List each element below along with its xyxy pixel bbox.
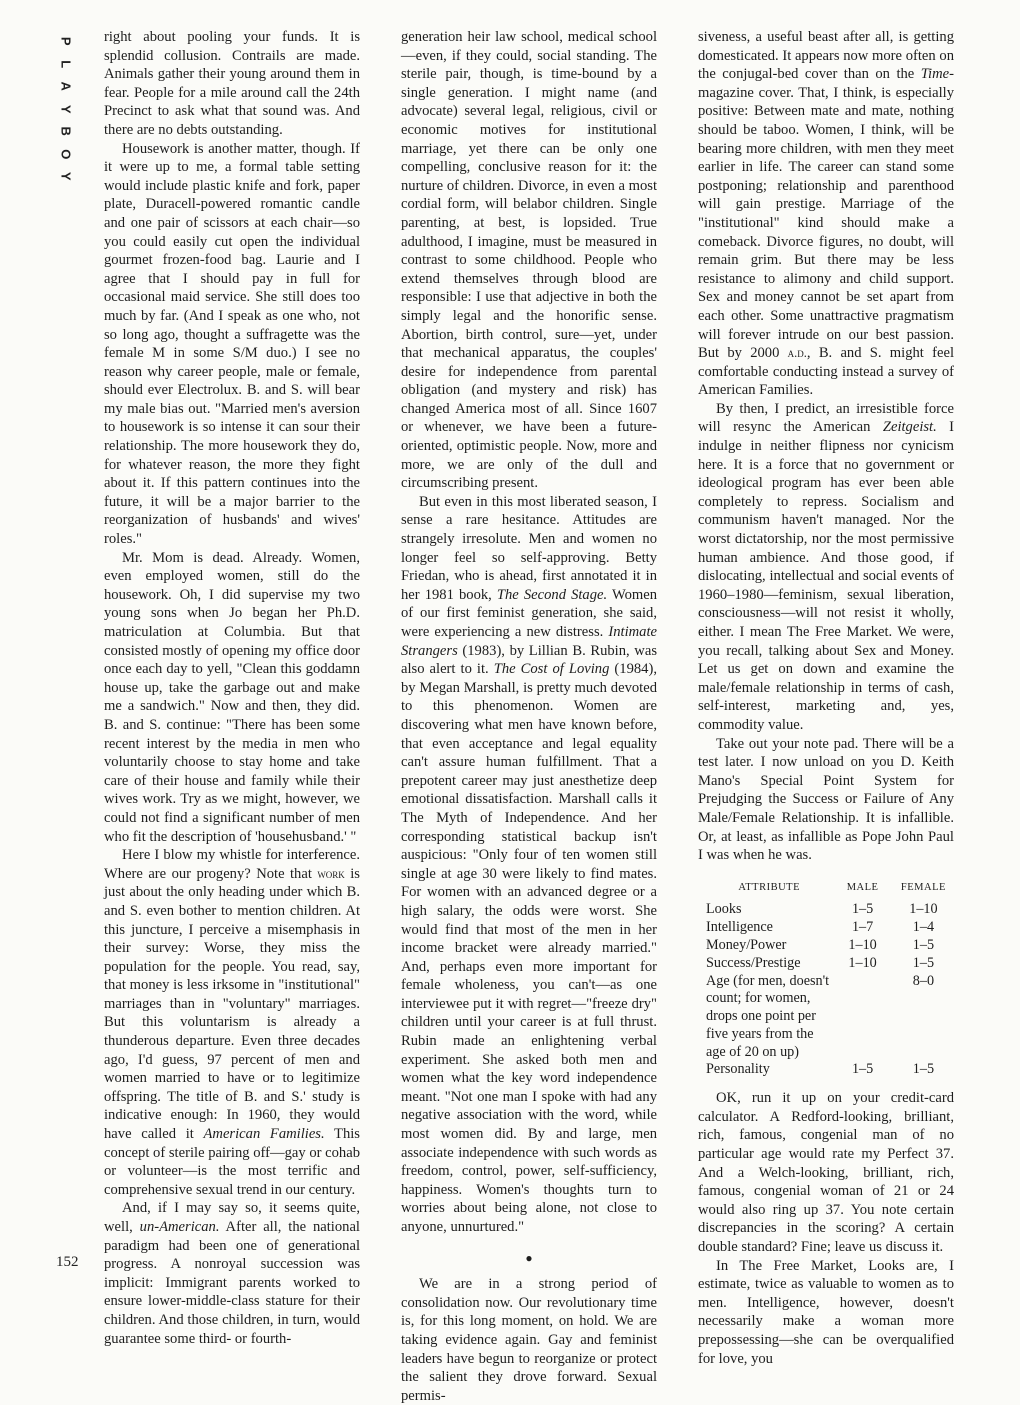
text-run: (1983), by Lillian B. Rubin, was also alert to it. — [401, 642, 657, 678]
text-run: -magazine cover. That, I think, is especially positive: Between mate and mate, nothing should be taboo. Women, I think, will be bearing more children, with men they meet earlier in life. The career can stand some postponing; relationship and parenthood will gain prestige. Marriage of the "institutional" kind should make a comeback. Divorce figures, no doubt, will remain grim. But there may be less resistance to alimony and child support. Sex and money cannot be set apart from each other. Some unattractive pragmatism will forever intrude on our best passion. But by 2000 — [698, 66, 954, 362]
masthead-letter: Y — [58, 171, 74, 181]
paragraph: Mr. Mom is dead. Already. Women, even employed women, still do the housework. Oh, I did supervise my two young sons when Jo began her Ph.D. matriculation at Columbia. But that consisted mostly of opening my office door once each day to yell, "Clean this goddamn house up, take the garbage out and make me a sandwich." Now and then, they did. B. and S. continue: "There has been some recent interest by the media in men who voluntarily choose to stay home and take care of their house and family while their wives work. Try as we might, however, we could not find a significant number of men who fit the description of 'househusband.' " — [104, 549, 360, 845]
male-cell: 1–5 — [851, 1061, 874, 1078]
column-header: FEMALE — [900, 881, 946, 893]
female-cell: 1–5 — [912, 954, 935, 971]
attribute-cell: Intelligence — [706, 919, 773, 936]
male-cell — [832, 973, 893, 1062]
page-number: 152 — [56, 1254, 79, 1270]
table-row — [706, 1061, 954, 1079]
attribute-cell: Success/Prestige — [706, 954, 801, 971]
female-cell: 1–5 — [912, 936, 935, 953]
paragraph: Housework is another matter, though. If it were up to me, a formal table setting would include plastic knife and fork, paper plate, Duracell-powered romantic candle and one pair of scissors at each chair—so you could easily cut open the individual gourmet frozen-food bag. Laurie and I agree that I should pay in full for occasional maid service. She still does too much by far. (And I speak as one who, not so long ago, thought a suffragette was the female M in some S/M duo.) I see no reason why career people, male or female, should ever Electrolux. B. and S. will bear my male bias out. "Married men's aversion to housework is so intense it can sour their relationship. The more housework they do, for whatever reason, the more they fight about it. If this pattern continues into the future, it will be a major barrier to the reorganization of husbands' and wives' roles." — [104, 140, 360, 548]
text-run: By then, I predict, an irresistible force will resync the American — [698, 400, 954, 436]
point-system-table — [706, 879, 954, 1080]
paragraph — [698, 400, 954, 735]
female-cell: 8–0 — [912, 972, 935, 989]
paragraph: right about pooling your funds. It is splendid collusion. Contrails are made. Animals gather their young around them in fear. People for a mile around call the 24th Precinct to ask what that sound was. And there are no debts outstanding. — [104, 29, 360, 138]
paragraph: In The Free Market, Looks are, I estimate, twice as valuable to women as to men. Intelligence, however, doesn't necessarily make a woman more prepossessing—she can be overqualified for love, you — [698, 1257, 954, 1367]
male-cell: 1–7 — [851, 919, 874, 936]
male-cell: 1–10 — [848, 936, 877, 953]
italic-title: The Cost of Loving — [493, 661, 610, 678]
masthead-letter: P — [58, 36, 74, 46]
italic-run: Time — [920, 66, 950, 83]
masthead-letter: O — [58, 148, 74, 159]
text-run: I indulge in neither flipness nor cynicism here. It is a force that no government or ideological program has ever been able completely to repress. Socialism and communism haven't managed. Nor the worst dictatorship, nor the most permissive human ambience. And those good, if dislocating, intellectual and social events of 1960–1980—feminism, sexual liberation, consciousness—will not resist it wholly, either. I mean The Free Market. We were, you recall, talking about Sex and Money. Let us get on down and examine the male/female relationship in terms of cash, self-interest, marketing and, yes, commodity value. — [698, 419, 954, 733]
paragraph: We are in a strong period of consolidation now. Our revolutionary time is, for this long moment, on hold. We are taking evidence again. Gay and feminist leaders have begun to reorganize or protect the salient they drove forward. Sexual permis- — [401, 1276, 657, 1404]
text-run: (1984), by Megan Marshall, is pretty much devoted to this phenomenon. Women are discovering what men have known before, that even acceptance and legal equality can't assure human fulfillment. That a prepotent career may just anesthetize deep emotional dissatisfaction. Marshall calls it The Myth of Independence. And her corresponding statistical backup isn't auspicious: "Only four of ten women still single at age 30 were likely to find mates. For women with an advanced degree or a high salary, the odds were worst. She would find that most of the men in her income bracket were already married." And, perhaps even more important for female wholeness, you can't—as one interviewee put it with regret—"freeze dry" children until your career is at full thrust. Rubin made an enlightening verbal experiment. She asked both men and women what the key word independence meant. "Not one man I spoke with had any negative association with the word, while most women did. By and large, men associate independence with such words as freedom, control, power, self-sufficiency, happiness. Women's thoughts turn to worries about being alone, not close to anyone, unnurtured." — [401, 661, 657, 1235]
italic-run: Zeitgeist. — [882, 419, 937, 436]
text-run: Women of our first feminist generation, she said, were experiencing a new distress. — [401, 586, 657, 640]
attribute-cell: Age (for men, doesn't count; for women, drops one point per five years from the age of 20 on up) — [706, 972, 830, 1060]
text-run: But even in this most liberated season, I sense a rare hesitance. Attitudes are strangely irresolute. Men and women no longer feel so self-approving. Betty Friedan, who is ahead, first annotated it in her 1981 book, — [401, 493, 657, 603]
table-row — [706, 973, 954, 1062]
small-caps-run: work — [317, 866, 345, 881]
italic-title: Intimate Strangers — [401, 624, 657, 659]
section-bullet: ● — [525, 1250, 533, 1265]
male-cell: 1–10 — [848, 954, 877, 971]
text-run: Here I blow my whistle for interference. Where are our progeny? Note that — [104, 847, 360, 882]
paragraph — [698, 28, 954, 400]
paragraph — [104, 1199, 360, 1348]
text-run: After all, the national paradigm had been one of generational progress. A nonroyal succession was implicit: Immigrant parents worked to ensure lower-middle-class stature for their children. And those children, in turn, would guarantee some third- or fourth- — [104, 1219, 360, 1347]
italic-title: The Second Stage. — [496, 586, 608, 603]
text-run: And, if I may say so, it seems quite, well, — [104, 1200, 360, 1235]
table-row — [706, 919, 954, 937]
attribute-cell: Looks — [706, 901, 742, 918]
column-header: MALE — [846, 881, 879, 893]
paragraph: generation heir law school, medical school—even, if they could, social standing. The sterile pair, though, is time-bound by a single generation. I might name (and advocate) several legal, religious, civil or economic motives for institutional marriage, yet there can be only one compelling, conclusive reason for it: the nurture of children. Divorce, in even a most cordial form, will belabor children. Single parenting, at best, is lopsided. True adulthood, I imagine, must be measured in contrast to some childhood. People who extend themselves through blood are responsible: I use that adjective in both the simply legal and the honorific sense. Abortion, birth control, sure—yet, under that mechanical apparatus, the couples' desire for independence from parental obligation (and mystery and risk) has changed America most of all. Since 1607 or whenever, we have been a future-oriented, optimistic people. Now, more and more, we are only of the dull and circumscribing present. — [401, 29, 657, 492]
small-caps-run: a.d. — [787, 346, 807, 361]
italic-title: American Families. — [203, 1126, 325, 1143]
paragraph — [401, 493, 657, 1237]
masthead — [58, 30, 72, 188]
attribute-cell: Personality — [706, 1061, 770, 1078]
column-1 — [104, 28, 360, 1348]
masthead-letter: L — [58, 59, 74, 68]
text-run: is just about the only heading under which B. and S. even bother to mention children. At this juncture, I perceive a misemphasis in their survey: Worse, they miss the population for the people. You read, say, that money is less irksome in "institutional" marriages than in "voluntary" marriages. But this voluntarism is already a thunderous departure. Even three decades ago, I'd guess, 97 percent of men and women married to have or to legitimize offspring. The title of B. and S.' study is indicative enough: In 1960, they would have called it — [104, 865, 360, 1143]
table-row — [706, 937, 954, 955]
masthead-letter: B — [58, 126, 74, 136]
table-row — [706, 901, 954, 919]
paragraph — [104, 846, 360, 1199]
masthead-letter: Y — [58, 104, 74, 114]
column-header: ATTRIBUTE — [738, 881, 800, 893]
masthead-letter: A — [58, 81, 74, 91]
female-cell: 1–10 — [909, 901, 938, 918]
table-header-row — [706, 879, 954, 902]
female-cell: 1–4 — [912, 919, 935, 936]
attribute-cell: Money/Power — [706, 936, 787, 953]
male-cell: 1–5 — [851, 901, 874, 918]
column-3 — [698, 28, 954, 1368]
column-2 — [401, 28, 657, 1405]
table-row — [706, 955, 954, 973]
italic-run: un-American. — [139, 1219, 220, 1235]
paragraph: OK, run it up on your credit-card calculator. A Redford-looking, brilliant, rich, famous, congenial man of no particular age would rate my Perfect 37. And a Welch-looking, brilliant, rich, famous, congenial woman of 21 or 24 would also ring up 37. You note certain discrepancies in the scoring? A certain double standard? Fine; leave us discuss it. — [698, 1090, 954, 1256]
female-cell: 1–5 — [912, 1061, 935, 1078]
paragraph: Take out your note pad. There will be a test later. I now unload on you D. Keith Mano's Special Point System for Prejudging the Success or Failure of Any Male/Female Relationship. It is infallible. Or, at least, as infallible as Pope John Paul I was when he was. — [698, 735, 954, 864]
text-run: siveness, a useful beast after all, is getting domesticated. It appears now more often on the conjugal-bed cover than on the — [698, 29, 954, 83]
text-run: This concept of sterile pairing off—gay or cohab or volunteer—is the most terrific and comprehensive sexual trend in our century. — [104, 1126, 360, 1198]
text-run: , B. and S. might feel comfortable conducting instead a survey of American Families. — [698, 345, 954, 399]
